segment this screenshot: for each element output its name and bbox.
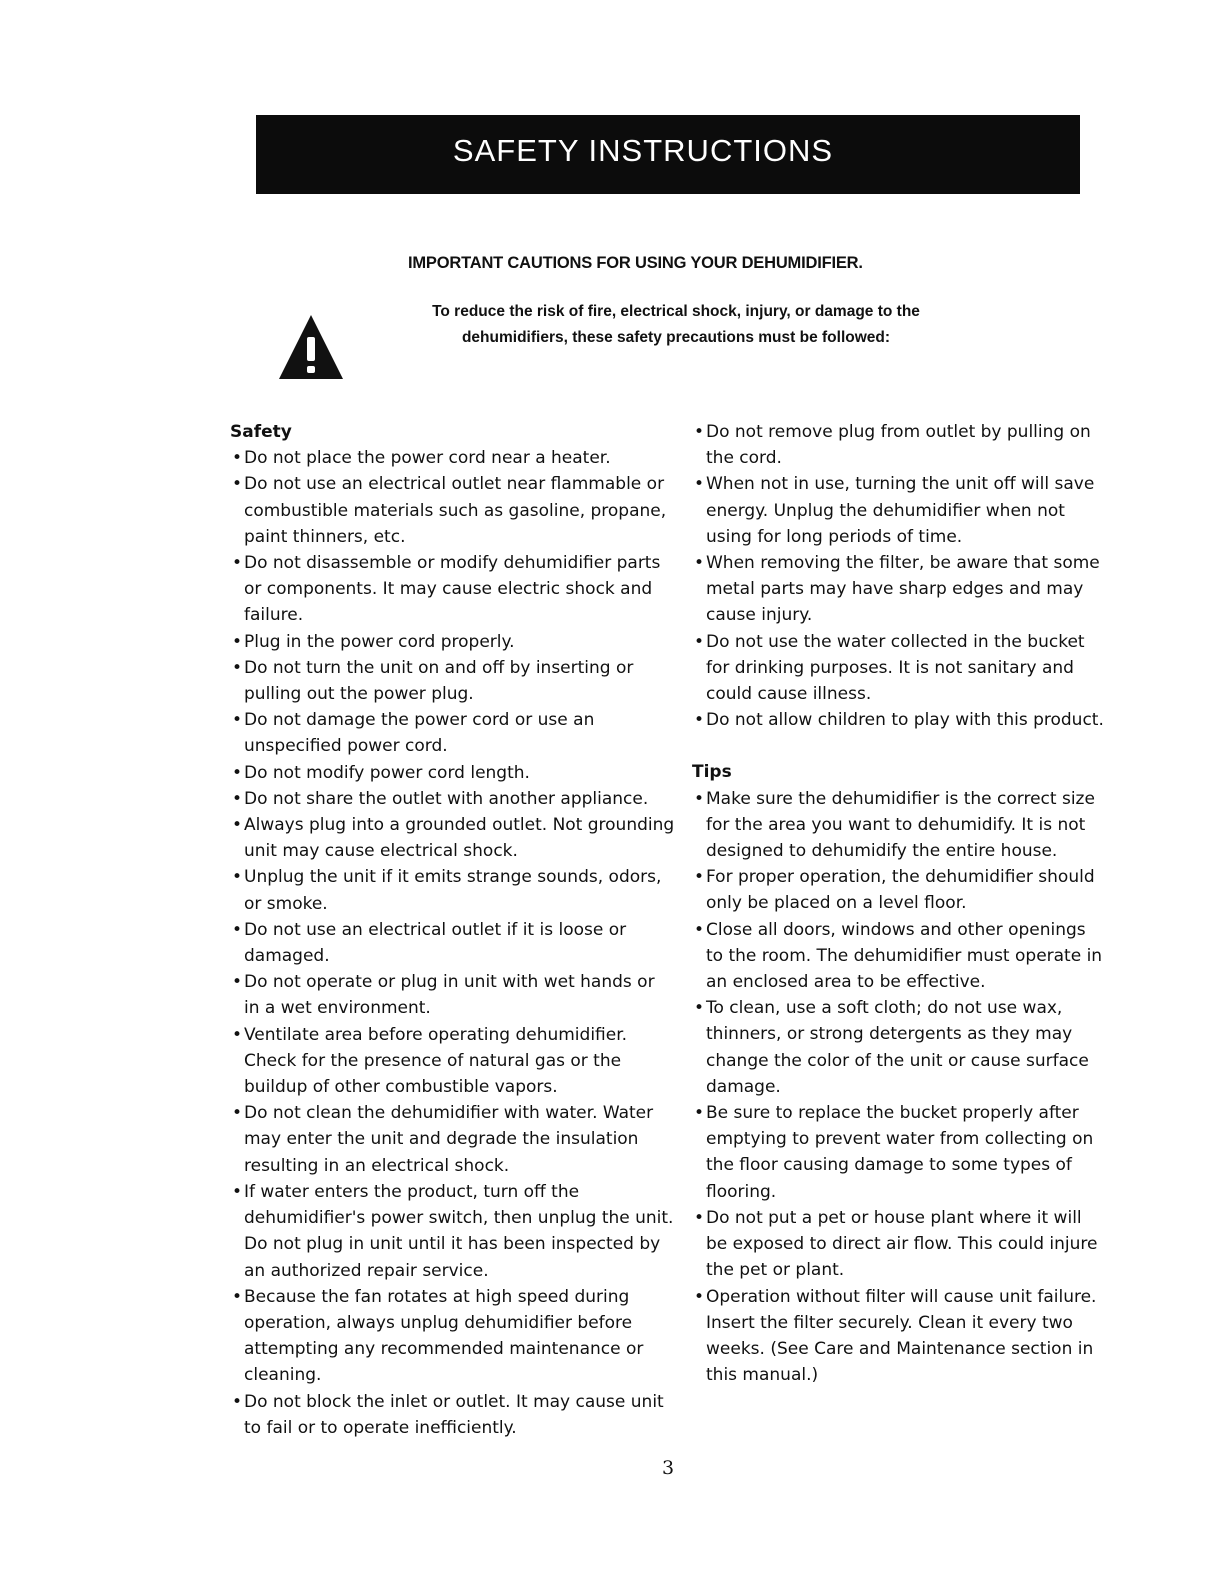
list-item: • Close all doors, windows and other openings to the room. The dehumidifier must operate in an enclosed area to be effective. bbox=[692, 917, 1107, 996]
list-item: • When not in use, turning the unit off will save energy. Unplug the dehumidifier when not using for long periods of time. bbox=[692, 471, 1107, 550]
tips-list bbox=[692, 786, 1107, 1389]
list-item: • For proper operation, the dehumidifier should only be placed on a level floor. bbox=[692, 864, 1107, 916]
list-item: • Operation without filter will cause unit failure. Insert the filter securely. Clean it every two weeks. (See Care and Maintenance section in this manual.) bbox=[692, 1284, 1107, 1389]
safety-list-continued bbox=[692, 419, 1107, 733]
tips-heading: Tips bbox=[692, 762, 732, 783]
list-item: • Do not block the inlet or outlet. It may cause unit to fail or to operate inefficiently. bbox=[230, 1389, 675, 1441]
safety-heading: Safety bbox=[230, 422, 292, 442]
safety-column bbox=[230, 419, 675, 1441]
precautions-line-2: dehumidifiers, these safety precautions must be followed: bbox=[461, 329, 891, 346]
list-item: • Do not use an electrical outlet if it is loose or damaged. bbox=[230, 917, 675, 969]
warning-icon bbox=[277, 313, 345, 381]
list-item: • Do not disassemble or modify dehumidifier parts or components. It may cause electric shock and failure. bbox=[230, 550, 675, 629]
header-banner bbox=[256, 115, 1080, 194]
list-item: • Do not turn the unit on and off by inserting or pulling out the power plug. bbox=[230, 655, 675, 707]
list-item: • Unplug the unit if it emits strange sounds, odors, or smoke. bbox=[230, 864, 675, 916]
list-item: • Do not share the outlet with another appliance. bbox=[230, 786, 675, 812]
list-item: • Do not clean the dehumidifier with water. Water may enter the unit and degrade the insulation resulting in an electrical shock. bbox=[230, 1100, 675, 1179]
list-item: • Ventilate area before operating dehumidifier. Check for the presence of natural gas or the buildup of other combustible vapors. bbox=[230, 1022, 675, 1101]
continued-column bbox=[692, 419, 1107, 1388]
list-item: • Do not remove plug from outlet by pulling on the cord. bbox=[692, 419, 1107, 471]
list-item: • Because the fan rotates at high speed during operation, always unplug dehumidifier before attempting any recommended maintenance or cleaning. bbox=[230, 1284, 675, 1389]
precautions-line-1: To reduce the risk of fire, electrical shock, injury, or damage to the bbox=[432, 303, 920, 320]
list-item: • When removing the filter, be aware that some metal parts may have sharp edges and may cause injury. bbox=[692, 550, 1107, 629]
list-item: • Do not allow children to play with this product. bbox=[692, 707, 1107, 733]
page-title: SAFETY INSTRUCTIONS bbox=[452, 133, 834, 168]
list-item: • Do not use an electrical outlet near flammable or combustible materials such as gasoline, propane, paint thinners, etc. bbox=[230, 471, 675, 550]
list-item: • Plug in the power cord properly. bbox=[230, 629, 675, 655]
page-number: 3 bbox=[662, 1457, 675, 1479]
list-item: • Do not put a pet or house plant where it will be exposed to direct air flow. This could injure the pet or plant. bbox=[692, 1205, 1107, 1284]
list-item: • Do not modify power cord length. bbox=[230, 760, 675, 786]
list-item: • If water enters the product, turn off the dehumidifier's power switch, then unplug the unit. Do not plug in unit until it has been inspected by an authorized repair service. bbox=[230, 1179, 675, 1284]
list-item: • Do not place the power cord near a heater. bbox=[230, 445, 675, 471]
list-item: • Make sure the dehumidifier is the correct size for the area you want to dehumidify. It is not designed to dehumidify the entire house. bbox=[692, 786, 1107, 865]
list-item: • To clean, use a soft cloth; do not use wax, thinners, or strong detergents as they may change the color of the unit or cause surface damage. bbox=[692, 995, 1107, 1100]
list-item: • Be sure to replace the bucket properly after emptying to prevent water from collecting on the floor causing damage to some types of flooring. bbox=[692, 1100, 1107, 1205]
list-item: • Do not damage the power cord or use an unspecified power cord. bbox=[230, 707, 675, 759]
cautions-heading: IMPORTANT CAUTIONS FOR USING YOUR DEHUMIDIFIER. bbox=[408, 254, 863, 272]
precautions-notice bbox=[376, 299, 976, 351]
list-item: • Do not operate or plug in unit with wet hands or in a wet environment. bbox=[230, 969, 675, 1021]
safety-list bbox=[230, 445, 675, 1441]
list-item: • Always plug into a grounded outlet. Not grounding unit may cause electrical shock. bbox=[230, 812, 675, 864]
list-item: • Do not use the water collected in the bucket for drinking purposes. It is not sanitary and could cause illness. bbox=[692, 629, 1107, 708]
